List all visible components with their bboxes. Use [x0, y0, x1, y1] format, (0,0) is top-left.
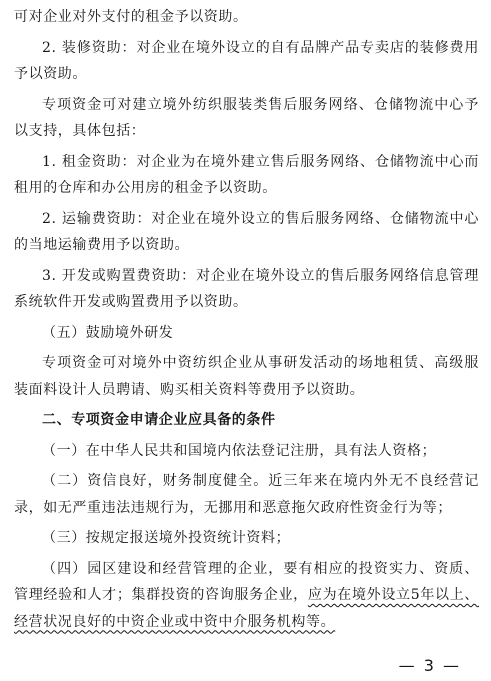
paragraph: 专项资金可对境外中资纺织企业从事研发活动的场地租赁、高级服装面料设计人员聘请、购买相关资料等费用予以资助。: [14, 355, 479, 398]
page-number: — 3 —: [398, 656, 461, 675]
section-heading: 二、专项资金申请企业应具备的条件: [42, 412, 276, 428]
condition-item: （一）在中华人民共和国境内依法登记注册，具有法人资格；: [42, 442, 437, 459]
paragraph: 2. 装修资助：对企业在境外设立的自有品牌产品专卖店的装修费用予以资助。: [14, 39, 479, 82]
paragraph: 1. 租金资助：对企业为在境外建立售后服务网络、仓储物流中心而租用的仓库和办公用房的租金予以资助。: [14, 153, 479, 196]
paragraph: 3. 开发或购置费资助：对企业在境外设立的售后服务网络信息管理系统软件开发或购置费用予以资助。: [14, 267, 479, 310]
paragraph: 可对企业对外支付的租金予以资助。: [14, 9, 248, 25]
condition-item: （四）园区建设和经营管理的企业，要有相应的投资实力、资质、管理经验和人才；集群投资的咨询服务企业，应为在境外设立5年以上、经营状况良好的中资企业或中资中介服务机构等。: [14, 560, 480, 630]
subsection-heading: （五）鼓励境外研发: [42, 324, 174, 341]
condition-item: （二）资信良好，财务制度健全。近三年来在境内外无不良经营记录，如无严重违法违规行为，无挪用和恶意拖欠政府性资金行为等；: [14, 473, 479, 516]
underlined-text: 应为在境外设立5年以上、经营状况良好的中资企业或中资中介服务机构等。: [14, 587, 480, 630]
paragraph: 专项资金可对建立境外纺织服装类售后服务网络、仓储物流中心予以支持，具体包括：: [14, 96, 479, 139]
paragraph: 2. 运输费资助：对企业在境外设立的售后服务网络、仓储物流中心的当地运输费用予以资助。: [14, 210, 479, 253]
condition-item: （三）按规定报送境外投资统计资料；: [42, 530, 291, 546]
